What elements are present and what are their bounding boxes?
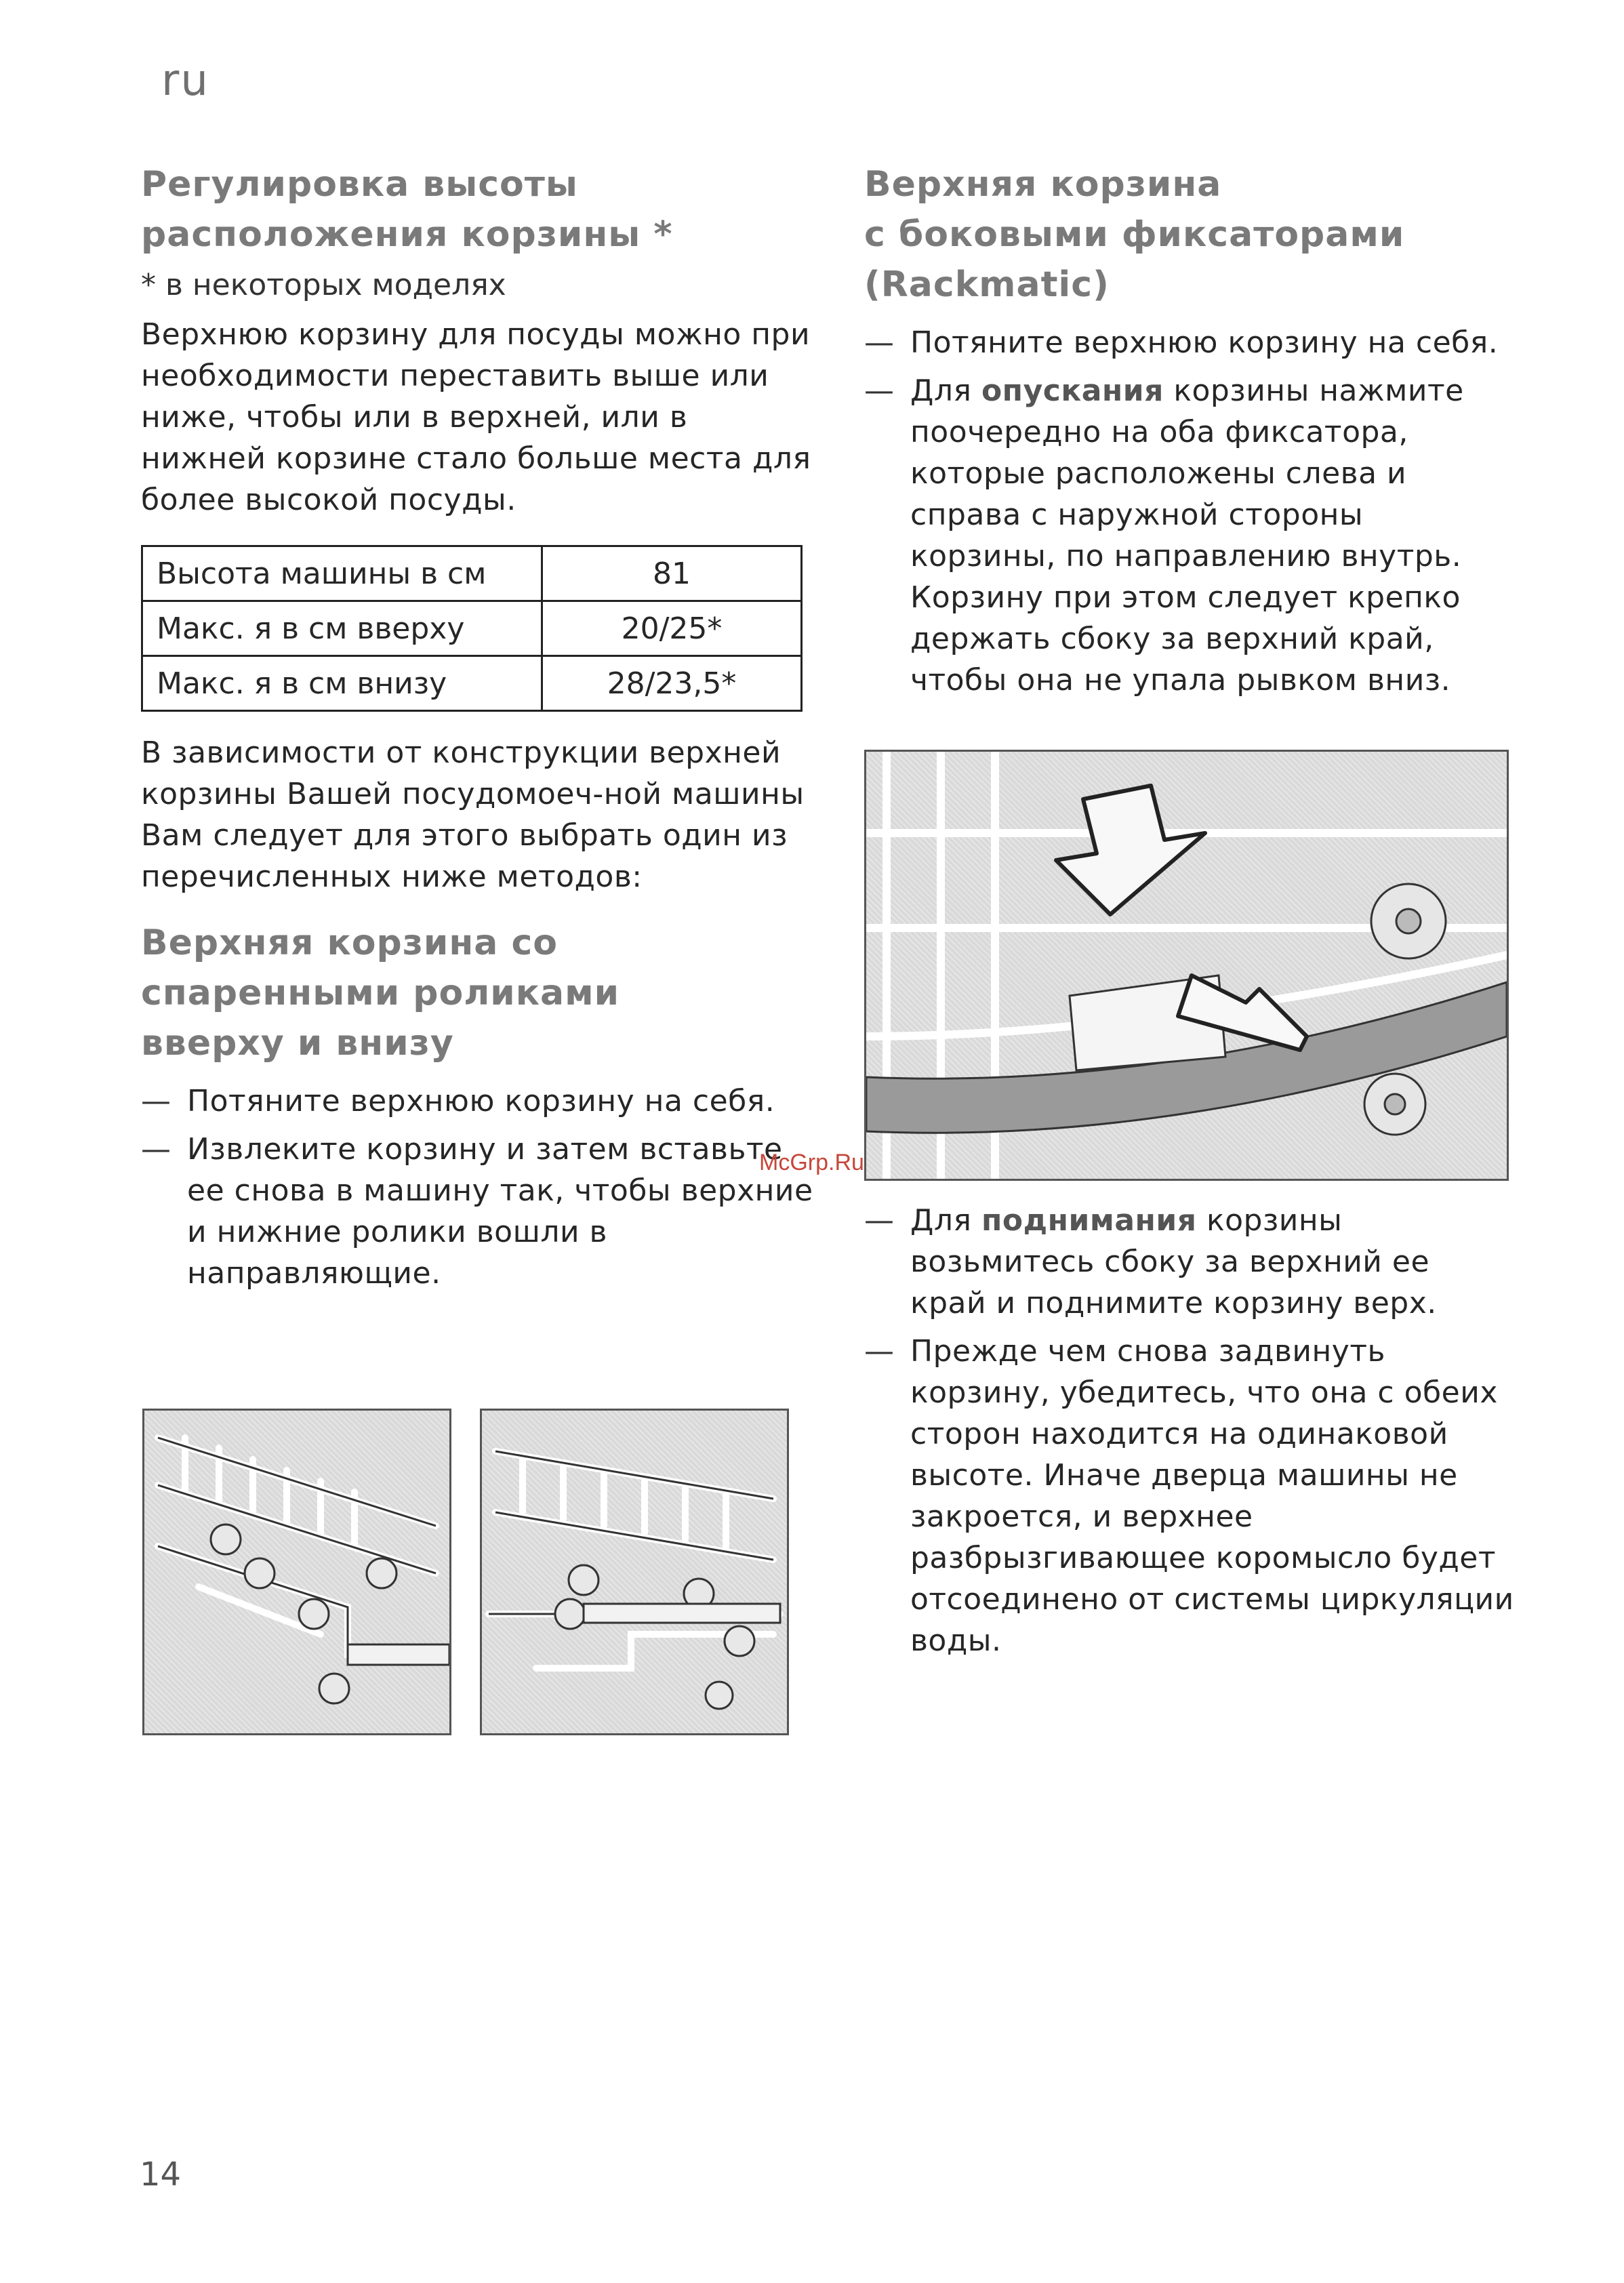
basket-rollers-figure-2 — [480, 1409, 789, 1735]
step-text: Потяните верхнюю корзину на себя. — [910, 325, 1499, 360]
section-heading-rackmatic — [864, 159, 1515, 310]
arrow-down-icon — [1056, 786, 1205, 914]
table-label: Макс. я в см вверху — [142, 601, 542, 656]
heading-line: Верхняя корзина — [864, 164, 1222, 205]
heading-line: вверху и внизу — [141, 1023, 454, 1064]
heading-line: с боковыми фиксаторами — [864, 214, 1405, 255]
table-value: 20/25* — [542, 601, 802, 656]
left-column — [141, 159, 819, 1301]
basket-illustration-1 — [144, 1411, 449, 1733]
right-column-bottom — [864, 1200, 1515, 1668]
dash-icon: — — [864, 325, 895, 360]
step-text: корзины возьмитесь сбоку за верхний ее край и поднимите корзину верх. — [910, 1203, 1437, 1320]
section-heading-height-adjust — [141, 159, 819, 260]
table-value: 28/23,5* — [542, 656, 802, 711]
table-row — [142, 546, 802, 601]
table-row — [142, 656, 802, 711]
heading-line: спаренными роликами — [141, 973, 620, 1013]
step-text: Потяните верхнюю корзину на себя. — [187, 1084, 775, 1118]
list-item — [864, 322, 1515, 363]
intro-paragraph: Верхнюю корзину для посуды можно при необходимости переставить выше или ниже, чтобы или в верхней, или в нижней корзине стало больше места для более высокой посуды. — [141, 317, 811, 517]
list-item — [864, 1200, 1515, 1324]
table-row — [142, 601, 802, 656]
page-number: 14 — [140, 2156, 182, 2194]
step-text: Прежде чем снова задвинуть корзину, убедитесь, что она с обеих сторон находится на одинаковой высоте. Иначе дверца машины не закроется, и верхнее разбрызгивающее коромысло будет отсоединено от системы циркуляции воды. — [910, 1334, 1514, 1658]
rackmatic-illustration — [866, 752, 1507, 1179]
height-spec-table — [141, 545, 803, 712]
right-column — [864, 159, 1515, 708]
steps-list-right-top — [864, 322, 1515, 701]
table-label: Макс. я в см внизу — [142, 656, 542, 711]
watermark: McGrp.Ru — [759, 1150, 864, 1175]
step-prefix: Для — [910, 373, 981, 408]
step-emphasis: опускания — [981, 373, 1164, 408]
table-value: 81 — [542, 546, 802, 601]
dash-icon: — — [141, 1084, 171, 1118]
rackmatic-figure — [864, 750, 1509, 1181]
step-prefix: Для — [910, 1203, 981, 1238]
section-heading-double-rollers — [141, 918, 819, 1068]
table-label: Высота машины в см — [142, 546, 542, 601]
basket-rollers-figure-1 — [142, 1409, 451, 1735]
language-code: ru — [161, 56, 209, 106]
heading-line: Регулировка высоты — [141, 164, 578, 205]
steps-list-right-bottom — [864, 1200, 1515, 1661]
step-emphasis: поднимания — [981, 1203, 1197, 1238]
steps-list-left — [141, 1080, 819, 1294]
dash-icon: — — [864, 1203, 895, 1238]
basket-illustration-2 — [482, 1411, 787, 1733]
dash-icon: — — [864, 1334, 895, 1369]
step-text: Извлеките корзину и затем вставьте ее снова в машину так, чтобы верхние и нижние ролики вошли в направляющие. — [187, 1132, 813, 1291]
dash-icon: — — [864, 373, 895, 408]
list-item — [141, 1129, 819, 1294]
footnote: * в некоторых моделях — [141, 268, 506, 302]
list-item — [864, 370, 1515, 701]
list-item — [141, 1080, 819, 1122]
heading-line: Верхняя корзина со — [141, 923, 559, 963]
note-paragraph: В зависимости от конструкции верхней корзины Вашей посудомоеч-ной машины Вам следует для этого выбрать один из перечисленных ниже методов: — [141, 735, 805, 894]
heading-line: расположения корзины * — [141, 214, 673, 255]
dash-icon: — — [141, 1132, 171, 1167]
step-text: корзины нажмите поочередно на оба фиксатора, которые расположены слева и справа с наружной стороны корзины, по направлению внутрь. Корзину при этом следует крепко держать сбоку за верхний край, чтобы она не упала рывком вниз. — [910, 373, 1464, 698]
heading-line: (Rackmatic) — [864, 264, 1110, 305]
list-item — [864, 1331, 1515, 1661]
